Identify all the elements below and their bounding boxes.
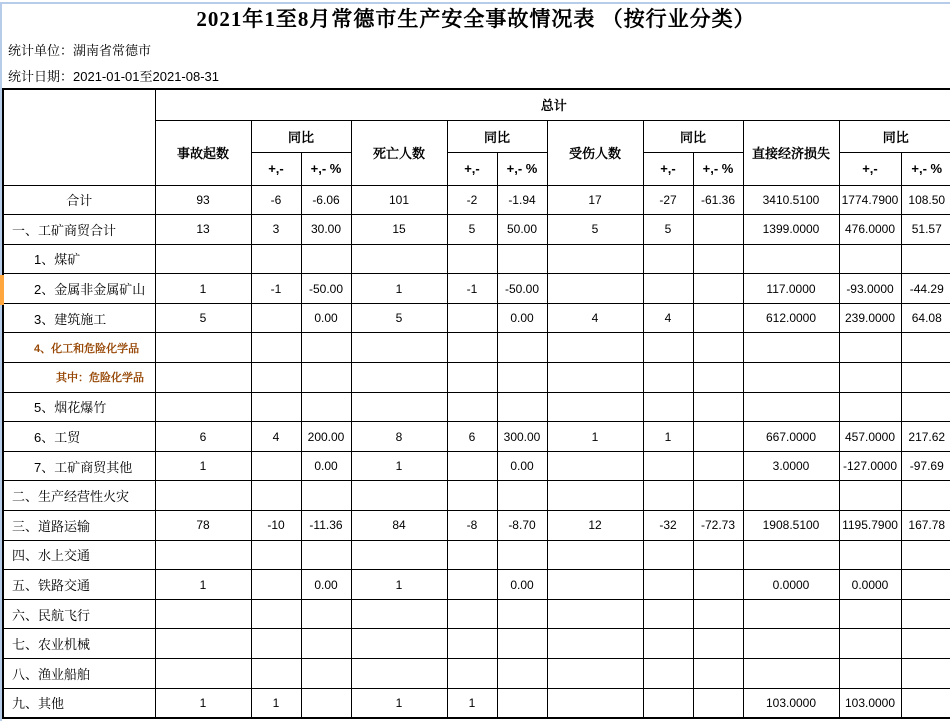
cell[interactable] bbox=[351, 363, 447, 393]
cell[interactable]: 167.78 bbox=[901, 511, 950, 541]
cell[interactable]: 101 bbox=[351, 185, 447, 215]
cell[interactable] bbox=[447, 333, 497, 363]
cell[interactable] bbox=[839, 599, 901, 629]
stat-date-line: 统计日期：2021-01-01至2021-08-31 bbox=[8, 69, 219, 84]
cell[interactable] bbox=[301, 244, 351, 274]
cell[interactable] bbox=[901, 659, 950, 689]
cell[interactable] bbox=[155, 363, 251, 393]
cell[interactable]: 0.00 bbox=[497, 570, 547, 600]
cell[interactable] bbox=[547, 570, 643, 600]
cell[interactable]: -27 bbox=[643, 185, 693, 215]
cell[interactable] bbox=[839, 392, 901, 422]
cell[interactable]: 50.00 bbox=[497, 215, 547, 245]
cell[interactable] bbox=[693, 274, 743, 304]
cell[interactable]: -93.0000 bbox=[839, 274, 901, 304]
cell[interactable]: 30.00 bbox=[301, 215, 351, 245]
cell[interactable] bbox=[497, 688, 547, 718]
table-row bbox=[3, 392, 950, 422]
cell[interactable]: 0.0000 bbox=[743, 570, 839, 600]
cell[interactable] bbox=[301, 392, 351, 422]
cell[interactable] bbox=[693, 659, 743, 689]
table-row bbox=[3, 244, 950, 274]
row-label[interactable]: 1、煤矿 bbox=[3, 244, 155, 274]
cell[interactable] bbox=[301, 659, 351, 689]
cell[interactable] bbox=[251, 570, 301, 600]
cell[interactable] bbox=[839, 363, 901, 393]
row-label[interactable]: 4、化工和危险化学品 bbox=[3, 333, 155, 363]
col-header-delta-pct[interactable]: +,- % bbox=[693, 152, 743, 185]
cell[interactable] bbox=[447, 481, 497, 511]
row-label[interactable]: 七、农业机械 bbox=[3, 629, 155, 659]
row-label[interactable]: 九、其他 bbox=[3, 688, 155, 718]
cell[interactable] bbox=[743, 392, 839, 422]
table-row bbox=[3, 333, 950, 363]
cell[interactable] bbox=[155, 481, 251, 511]
cell[interactable]: 3.0000 bbox=[743, 451, 839, 481]
page-title: 2021年1至8月常德市生产安全事故情况表 （按行业分类） bbox=[196, 7, 756, 31]
col-header-total[interactable]: 总计 bbox=[155, 89, 950, 120]
row-label[interactable]: 三、道路运输 bbox=[3, 511, 155, 541]
table-row bbox=[3, 540, 950, 570]
cell[interactable] bbox=[901, 629, 950, 659]
cell[interactable] bbox=[351, 599, 447, 629]
cell[interactable] bbox=[839, 540, 901, 570]
table-row bbox=[3, 570, 950, 600]
cell[interactable] bbox=[155, 540, 251, 570]
cell[interactable] bbox=[901, 599, 950, 629]
cell[interactable]: 0.0000 bbox=[839, 570, 901, 600]
cell[interactable] bbox=[743, 540, 839, 570]
cell[interactable]: -61.36 bbox=[693, 185, 743, 215]
cell[interactable] bbox=[155, 392, 251, 422]
cell[interactable] bbox=[497, 363, 547, 393]
col-header-delta-pct[interactable]: +,- % bbox=[901, 152, 950, 185]
cell[interactable] bbox=[693, 451, 743, 481]
cell[interactable]: 12 bbox=[547, 511, 643, 541]
cell[interactable] bbox=[839, 629, 901, 659]
cell[interactable] bbox=[547, 274, 643, 304]
cell[interactable] bbox=[643, 688, 693, 718]
col-header-yoy-loss[interactable]: 同比 bbox=[839, 120, 950, 152]
cell[interactable] bbox=[643, 629, 693, 659]
cell[interactable] bbox=[743, 659, 839, 689]
cell[interactable]: 1 bbox=[155, 570, 251, 600]
cell[interactable] bbox=[743, 363, 839, 393]
cell[interactable]: 1 bbox=[643, 422, 693, 452]
cell[interactable] bbox=[839, 659, 901, 689]
cell[interactable]: 4 bbox=[643, 303, 693, 333]
row-label[interactable]: 二、生产经营性火灾 bbox=[3, 481, 155, 511]
cell[interactable]: -97.69 bbox=[901, 451, 950, 481]
cell[interactable] bbox=[351, 392, 447, 422]
cell[interactable]: 1774.7900 bbox=[839, 185, 901, 215]
cell[interactable]: 103.0000 bbox=[839, 688, 901, 718]
cell[interactable] bbox=[743, 333, 839, 363]
col-header-delta-pct[interactable]: +,- % bbox=[301, 152, 351, 185]
cell[interactable] bbox=[547, 333, 643, 363]
cell[interactable]: -1 bbox=[251, 274, 301, 304]
cell[interactable]: 78 bbox=[155, 511, 251, 541]
spreadsheet-left-edge bbox=[0, 2, 2, 721]
cell[interactable]: 1 bbox=[351, 274, 447, 304]
cell[interactable]: 0.00 bbox=[301, 451, 351, 481]
cell[interactable]: 1908.5100 bbox=[743, 511, 839, 541]
cell[interactable]: -6 bbox=[251, 185, 301, 215]
table-row bbox=[3, 629, 950, 659]
header-row-total bbox=[3, 89, 950, 120]
cell[interactable] bbox=[547, 244, 643, 274]
cell[interactable]: 239.0000 bbox=[839, 303, 901, 333]
cell[interactable] bbox=[547, 363, 643, 393]
cell[interactable]: 4 bbox=[251, 422, 301, 452]
row-label[interactable]: 其中：危险化学品 bbox=[3, 363, 155, 393]
row-label[interactable]: 6、工贸 bbox=[3, 422, 155, 452]
cell[interactable] bbox=[447, 599, 497, 629]
corner-cell[interactable] bbox=[3, 89, 155, 185]
cell[interactable]: 117.0000 bbox=[743, 274, 839, 304]
cell[interactable]: 17 bbox=[547, 185, 643, 215]
cell[interactable]: 15 bbox=[351, 215, 447, 245]
cell[interactable] bbox=[901, 363, 950, 393]
cell[interactable]: 1 bbox=[547, 422, 643, 452]
col-header-injuries[interactable]: 受伤人数 bbox=[547, 120, 643, 185]
table-row bbox=[3, 451, 950, 481]
cell[interactable]: -1 bbox=[447, 274, 497, 304]
spreadsheet-top-edge bbox=[0, 2, 950, 4]
cell[interactable]: 1 bbox=[251, 688, 301, 718]
cell[interactable]: -8.70 bbox=[497, 511, 547, 541]
table-row bbox=[3, 599, 950, 629]
cell[interactable]: -10 bbox=[251, 511, 301, 541]
cell[interactable]: 5 bbox=[547, 215, 643, 245]
cell[interactable] bbox=[643, 451, 693, 481]
row-selection-marker bbox=[0, 275, 4, 305]
cell[interactable] bbox=[643, 333, 693, 363]
row-label[interactable]: 7、工矿商贸其他 bbox=[3, 451, 155, 481]
cell[interactable] bbox=[901, 688, 950, 718]
row-label[interactable]: 五、铁路交通 bbox=[3, 570, 155, 600]
row-label[interactable]: 合计 bbox=[3, 185, 155, 215]
col-header-yoy-injuries[interactable]: 同比 bbox=[643, 120, 743, 152]
cell[interactable] bbox=[497, 481, 547, 511]
cell[interactable]: 3 bbox=[251, 215, 301, 245]
cell[interactable]: 6 bbox=[155, 422, 251, 452]
cell[interactable] bbox=[351, 540, 447, 570]
cell[interactable] bbox=[301, 481, 351, 511]
table-row bbox=[3, 363, 950, 393]
cell[interactable] bbox=[251, 481, 301, 511]
col-header-economic-loss[interactable]: 直接经济损失 bbox=[743, 120, 839, 185]
cell[interactable]: 300.00 bbox=[497, 422, 547, 452]
cell[interactable] bbox=[693, 481, 743, 511]
cell[interactable] bbox=[155, 333, 251, 363]
cell[interactable] bbox=[155, 244, 251, 274]
cell[interactable]: 612.0000 bbox=[743, 303, 839, 333]
col-header-delta[interactable]: +,- bbox=[643, 152, 693, 185]
cell[interactable] bbox=[743, 629, 839, 659]
cell[interactable]: 103.0000 bbox=[743, 688, 839, 718]
table-row bbox=[3, 215, 950, 245]
cell[interactable] bbox=[447, 570, 497, 600]
cell[interactable]: -127.0000 bbox=[839, 451, 901, 481]
cell[interactable] bbox=[839, 333, 901, 363]
cell[interactable]: 8 bbox=[351, 422, 447, 452]
cell[interactable]: 3410.5100 bbox=[743, 185, 839, 215]
cell[interactable] bbox=[693, 688, 743, 718]
cell[interactable]: 0.00 bbox=[497, 451, 547, 481]
cell[interactable] bbox=[155, 629, 251, 659]
table-row bbox=[3, 659, 950, 689]
cell[interactable] bbox=[447, 540, 497, 570]
cell[interactable]: 84 bbox=[351, 511, 447, 541]
cell[interactable]: 1 bbox=[351, 451, 447, 481]
cell[interactable] bbox=[901, 392, 950, 422]
cell[interactable] bbox=[693, 303, 743, 333]
cell[interactable] bbox=[547, 629, 643, 659]
cell[interactable]: -8 bbox=[447, 511, 497, 541]
cell[interactable] bbox=[447, 659, 497, 689]
table-row bbox=[3, 511, 950, 541]
cell[interactable] bbox=[693, 392, 743, 422]
cell[interactable] bbox=[301, 599, 351, 629]
cell[interactable] bbox=[901, 570, 950, 600]
cell[interactable] bbox=[251, 303, 301, 333]
cell[interactable] bbox=[693, 540, 743, 570]
cell[interactable] bbox=[497, 333, 547, 363]
cell[interactable]: 217.62 bbox=[901, 422, 950, 452]
cell[interactable] bbox=[693, 215, 743, 245]
table-body bbox=[3, 185, 950, 718]
cell[interactable] bbox=[351, 244, 447, 274]
cell[interactable]: 5 bbox=[447, 215, 497, 245]
cell[interactable] bbox=[643, 540, 693, 570]
cell[interactable] bbox=[743, 599, 839, 629]
cell[interactable]: 5 bbox=[155, 303, 251, 333]
cell[interactable]: 1195.7900 bbox=[839, 511, 901, 541]
table-row bbox=[3, 303, 950, 333]
cell[interactable]: 1399.0000 bbox=[743, 215, 839, 245]
cell[interactable]: 1 bbox=[155, 451, 251, 481]
cell[interactable]: 4 bbox=[547, 303, 643, 333]
cell[interactable] bbox=[743, 244, 839, 274]
cell[interactable] bbox=[901, 481, 950, 511]
cell[interactable] bbox=[547, 451, 643, 481]
cell[interactable] bbox=[547, 540, 643, 570]
cell[interactable] bbox=[901, 244, 950, 274]
row-label[interactable]: 八、渔业船舶 bbox=[3, 659, 155, 689]
cell[interactable]: 6 bbox=[447, 422, 497, 452]
table-row bbox=[3, 274, 950, 304]
accident-table bbox=[2, 88, 950, 719]
table-row bbox=[3, 185, 950, 215]
row-label[interactable]: 六、民航飞行 bbox=[3, 599, 155, 629]
cell[interactable] bbox=[643, 392, 693, 422]
cell[interactable]: 5 bbox=[643, 215, 693, 245]
cell[interactable] bbox=[251, 599, 301, 629]
cell[interactable] bbox=[155, 599, 251, 629]
cell[interactable] bbox=[643, 274, 693, 304]
cell[interactable] bbox=[301, 363, 351, 393]
cell[interactable] bbox=[547, 481, 643, 511]
cell[interactable] bbox=[693, 333, 743, 363]
cell[interactable] bbox=[447, 392, 497, 422]
cell[interactable]: -32 bbox=[643, 511, 693, 541]
cell[interactable] bbox=[251, 244, 301, 274]
row-label[interactable]: 3、建筑施工 bbox=[3, 303, 155, 333]
cell[interactable] bbox=[251, 659, 301, 689]
cell[interactable]: -2 bbox=[447, 185, 497, 215]
cell[interactable] bbox=[251, 333, 301, 363]
cell[interactable]: 667.0000 bbox=[743, 422, 839, 452]
cell[interactable] bbox=[447, 244, 497, 274]
col-header-delta[interactable]: +,- bbox=[839, 152, 901, 185]
col-header-deaths[interactable]: 死亡人数 bbox=[351, 120, 447, 185]
cell[interactable] bbox=[693, 599, 743, 629]
cell[interactable]: -1.94 bbox=[497, 185, 547, 215]
cell[interactable] bbox=[693, 629, 743, 659]
table-row bbox=[3, 688, 950, 718]
cell[interactable] bbox=[497, 599, 547, 629]
cell[interactable] bbox=[497, 244, 547, 274]
cell[interactable]: 1 bbox=[351, 688, 447, 718]
col-header-yoy-deaths[interactable]: 同比 bbox=[447, 120, 547, 152]
cell[interactable] bbox=[447, 451, 497, 481]
cell[interactable] bbox=[251, 540, 301, 570]
cell[interactable] bbox=[251, 451, 301, 481]
cell[interactable] bbox=[839, 244, 901, 274]
cell[interactable] bbox=[251, 629, 301, 659]
cell[interactable] bbox=[351, 481, 447, 511]
cell[interactable]: 1 bbox=[351, 570, 447, 600]
cell[interactable]: 0.00 bbox=[301, 570, 351, 600]
cell[interactable] bbox=[693, 422, 743, 452]
cell[interactable] bbox=[301, 333, 351, 363]
row-label[interactable]: 2、金属非金属矿山 bbox=[3, 274, 155, 304]
cell[interactable]: -72.73 bbox=[693, 511, 743, 541]
cell[interactable]: 51.57 bbox=[901, 215, 950, 245]
cell[interactable] bbox=[351, 659, 447, 689]
cell[interactable] bbox=[301, 688, 351, 718]
cell[interactable] bbox=[351, 629, 447, 659]
row-label[interactable]: 5、烟花爆竹 bbox=[3, 392, 155, 422]
cell[interactable] bbox=[643, 570, 693, 600]
cell[interactable]: 64.08 bbox=[901, 303, 950, 333]
cell[interactable]: 476.0000 bbox=[839, 215, 901, 245]
cell[interactable]: 0.00 bbox=[497, 303, 547, 333]
col-header-yoy-accidents[interactable]: 同比 bbox=[251, 120, 351, 152]
cell[interactable]: -50.00 bbox=[301, 274, 351, 304]
cell[interactable] bbox=[497, 659, 547, 689]
cell[interactable] bbox=[447, 629, 497, 659]
cell[interactable]: 13 bbox=[155, 215, 251, 245]
cell[interactable] bbox=[251, 392, 301, 422]
cell[interactable] bbox=[643, 244, 693, 274]
cell[interactable] bbox=[643, 659, 693, 689]
cell[interactable]: -11.36 bbox=[301, 511, 351, 541]
stat-unit-line: 统计单位：湖南省常德市 bbox=[8, 43, 152, 58]
cell[interactable] bbox=[547, 599, 643, 629]
cell[interactable]: 5 bbox=[351, 303, 447, 333]
col-header-accidents[interactable]: 事故起数 bbox=[155, 120, 251, 185]
col-header-delta[interactable]: +,- bbox=[251, 152, 301, 185]
cell[interactable] bbox=[547, 392, 643, 422]
cell[interactable] bbox=[643, 599, 693, 629]
cell[interactable] bbox=[839, 481, 901, 511]
cell[interactable] bbox=[301, 629, 351, 659]
cell[interactable]: -44.29 bbox=[901, 274, 950, 304]
cell[interactable]: -6.06 bbox=[301, 185, 351, 215]
cell[interactable] bbox=[497, 540, 547, 570]
col-header-delta-pct[interactable]: +,- % bbox=[497, 152, 547, 185]
cell[interactable] bbox=[301, 540, 351, 570]
row-label[interactable]: 四、水上交通 bbox=[3, 540, 155, 570]
cell[interactable] bbox=[447, 303, 497, 333]
cell[interactable] bbox=[643, 363, 693, 393]
cell[interactable] bbox=[497, 392, 547, 422]
cell[interactable]: 1 bbox=[155, 274, 251, 304]
cell[interactable] bbox=[497, 629, 547, 659]
cell[interactable]: 0.00 bbox=[301, 303, 351, 333]
cell[interactable]: -50.00 bbox=[497, 274, 547, 304]
cell[interactable]: 1 bbox=[155, 688, 251, 718]
cell[interactable] bbox=[547, 659, 643, 689]
cell[interactable] bbox=[447, 363, 497, 393]
cell[interactable] bbox=[743, 481, 839, 511]
table-row bbox=[3, 422, 950, 452]
cell[interactable]: 1 bbox=[447, 688, 497, 718]
cell[interactable]: 457.0000 bbox=[839, 422, 901, 452]
cell[interactable] bbox=[693, 570, 743, 600]
cell[interactable] bbox=[901, 333, 950, 363]
cell[interactable] bbox=[643, 481, 693, 511]
cell[interactable] bbox=[155, 659, 251, 689]
cell[interactable] bbox=[251, 363, 301, 393]
cell[interactable] bbox=[351, 333, 447, 363]
col-header-delta[interactable]: +,- bbox=[447, 152, 497, 185]
cell[interactable]: 200.00 bbox=[301, 422, 351, 452]
cell[interactable] bbox=[693, 363, 743, 393]
table-row bbox=[3, 481, 950, 511]
cell[interactable]: 108.50 bbox=[901, 185, 950, 215]
cell[interactable] bbox=[901, 540, 950, 570]
row-label[interactable]: 一、工矿商贸合计 bbox=[3, 215, 155, 245]
cell[interactable]: 93 bbox=[155, 185, 251, 215]
cell[interactable] bbox=[547, 688, 643, 718]
cell[interactable] bbox=[693, 244, 743, 274]
